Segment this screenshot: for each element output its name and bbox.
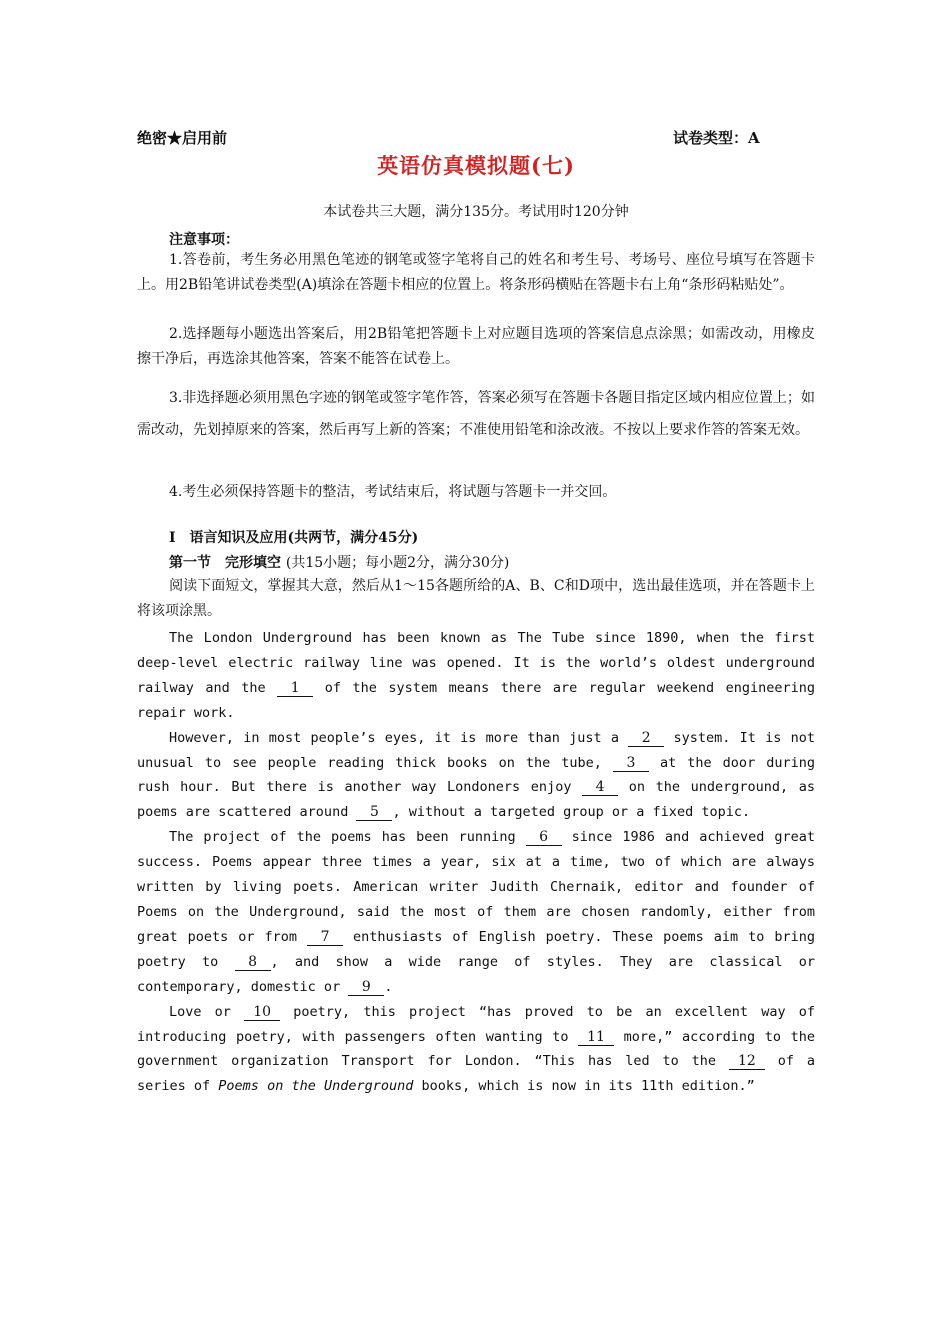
- book-title: Poems on the Underground: [218, 1078, 414, 1095]
- blank-8[interactable]: 8: [235, 954, 271, 971]
- passage-paragraph-1: The London Underground has been known as The Tube since 1890, when the first deep-level electric railway line was opened. It is the world’s oldest underground railway and the 1 of the system means there are regular weekend engineering repair work.: [137, 630, 815, 721]
- passage-paragraph-3: The project of the poems has been running 6 since 1986 and achieved great success. Poems appear three times a year, six at a time, two of which are always written by living poets. American writer Judith Chernaik, editor and founder of Poems on the Underground, said the most of them are chosen randomly, either from great poets or from 7 enthusiasts of English poetry. These poems aim to bring poetry to 8 , and show a wide range of styles. They are classical or contemporary, domestic or 9 .: [137, 829, 815, 995]
- exam-subtitle: 本试卷共三大题，满分135分。考试用时120分钟: [323, 204, 629, 220]
- passage-paragraph-2: However, in most people’s eyes, it is more than just a 2 system. It is not unusual to see people reading thick books on the tube, 3 at the door during rush hour. But there is another way Londoners enjoy 4 on the underground, as poems are scattered around 5 , without a targeted group or a fixed topic.: [137, 729, 815, 821]
- blank-7[interactable]: 7: [307, 929, 343, 946]
- passage-paragraph-4: Love or 10 poetry, this project “has proved to be an excellent way of introducing poetry, with passengers often wanting to 11 more,” according to the government organization Transport for London. “This has led to the 12 of a series of Poems on the Underground books, which is now in its 11th edition.”: [137, 1003, 816, 1095]
- part1-heading: I 语言知识及应用(共两节，满分45分): [169, 530, 419, 546]
- confidential-label: 绝密★启用前: [137, 129, 228, 147]
- blank-6[interactable]: 6: [526, 829, 562, 846]
- paper-type-label: 试卷类型：A: [673, 129, 760, 147]
- section1-heading: [169, 552, 509, 572]
- blank-1[interactable]: 1: [277, 680, 313, 697]
- cloze-instructions: 阅读下面短文，掌握其大意，然后从1～15各题所给的A、B、C和D项中，选出最佳选项，并在答题卡上将该项涂黑。: [137, 578, 815, 619]
- blank-3[interactable]: 3: [613, 755, 649, 772]
- blank-2[interactable]: 2: [628, 730, 664, 747]
- note-item-1: 1.答卷前，考生务必用黑色笔迹的钢笔或签字笔将自己的姓名和考生号、考场号、座位号填写在答题卡上。用2B铅笔讲试卷类型(A)填涂在答题卡相应的位置上。将条形码横贴在答题卡右上角“条形码粘贴处”。: [137, 252, 815, 293]
- blank-4[interactable]: 4: [582, 779, 618, 796]
- notes-heading: 注意事项：: [169, 232, 239, 248]
- blank-12[interactable]: 12: [729, 1053, 765, 1070]
- header-line: [137, 127, 815, 149]
- exam-title: 英语仿真模拟题(七): [377, 153, 575, 178]
- blank-5[interactable]: 5: [356, 804, 392, 821]
- note-item-2: 2.选择题每小题选出答案后，用2B铅笔把答题卡上对应题目选项的答案信息点涂黑；如需改动，用橡皮擦干净后，再选涂其他答案，答案不能答在试卷上。: [137, 326, 815, 367]
- blank-10[interactable]: 10: [244, 1004, 280, 1021]
- note-item-3: 3.非选择题必须用黑色字迹的钢笔或签字笔作答，答案必须写在答题卡各题目指定区域内相应位置上；如需改动，先划掉原来的答案，然后再写上新的答案；不准使用铅笔和涂改液。不按以上要求作答的答案无效。: [137, 390, 815, 438]
- section1-label: 第一节 完形填空: [169, 555, 281, 571]
- section1-info: (共15小题；每小题2分，满分30分): [285, 555, 510, 571]
- blank-11[interactable]: 11: [578, 1029, 614, 1046]
- note-item-4: 4.考生必须保持答题卡的整洁，考试结束后，将试题与答题卡一并交回。: [169, 484, 617, 500]
- passage: [137, 626, 815, 1099]
- blank-9[interactable]: 9: [348, 979, 384, 996]
